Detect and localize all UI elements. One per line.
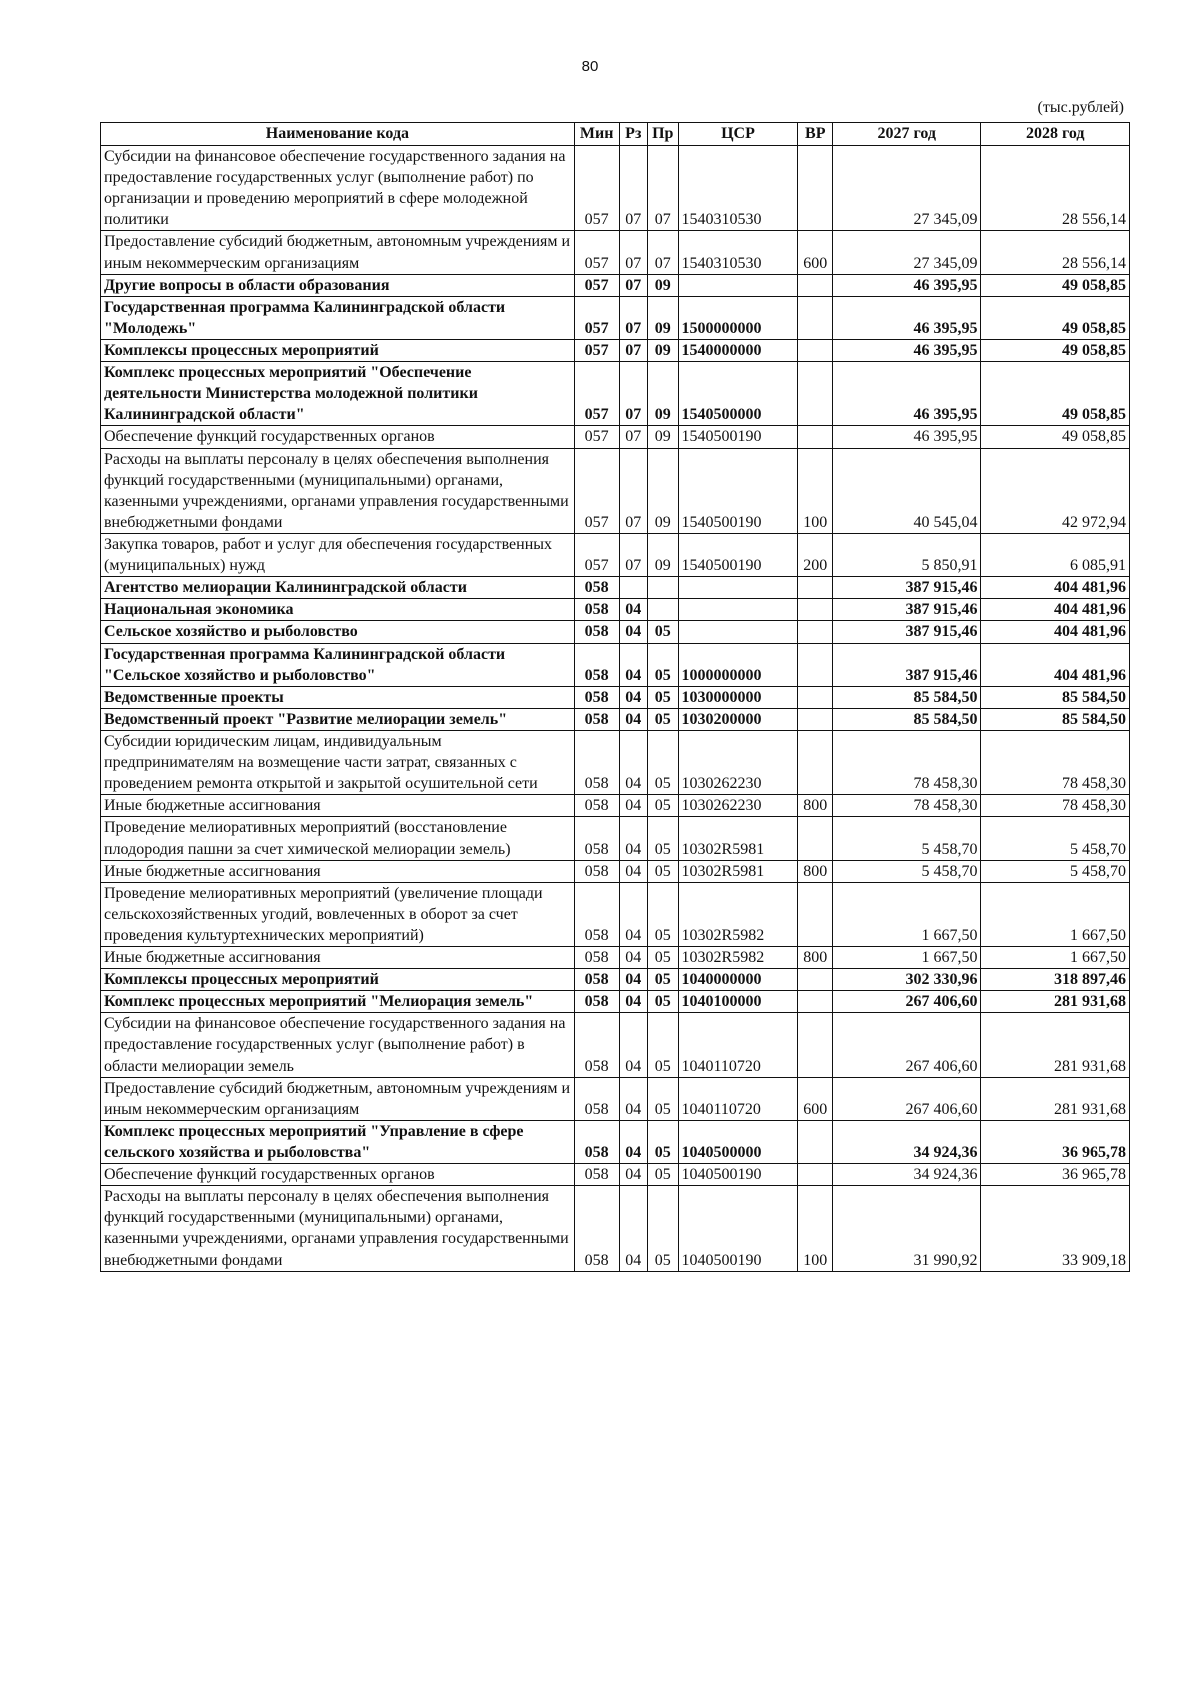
cell-2028: 36 965,78 <box>981 1164 1130 1186</box>
cell-csr: 1030200000 <box>678 708 798 730</box>
cell-csr: 10302R5981 <box>678 817 798 860</box>
header-2028: 2028 год <box>981 123 1130 146</box>
cell-vr <box>798 339 833 361</box>
cell-min: 058 <box>574 991 619 1013</box>
cell-2027: 387 915,46 <box>833 577 981 599</box>
cell-2028: 49 058,85 <box>981 296 1130 339</box>
cell-name: Субсидии на финансовое обеспечение государственного задания на предоставление государственных услуг (выполнение работ) по организации и проведению мероприятий в сфере молодежной политики <box>101 146 575 231</box>
cell-vr: 600 <box>798 1077 833 1120</box>
cell-csr <box>678 274 798 296</box>
cell-vr <box>798 621 833 643</box>
cell-2028: 78 458,30 <box>981 730 1130 794</box>
cell-2028: 85 584,50 <box>981 708 1130 730</box>
cell-min: 057 <box>574 339 619 361</box>
cell-vr: 800 <box>798 860 833 882</box>
cell-name: Комплекс процессных мероприятий "Управление в сфере сельского хозяйства и рыболовства" <box>101 1120 575 1163</box>
table-row <box>101 621 1130 643</box>
cell-csr: 1030262230 <box>678 730 798 794</box>
table-row <box>101 1164 1130 1186</box>
table-header-row <box>101 123 1130 146</box>
cell-csr: 1000000000 <box>678 643 798 686</box>
cell-rz: 04 <box>619 969 647 991</box>
cell-min: 058 <box>574 643 619 686</box>
cell-rz: 04 <box>619 730 647 794</box>
cell-name: Расходы на выплаты персоналу в целях обеспечения выполнения функций государственными (муниципальными) органами, казенными учреждениями, органами управления государственными внебюджетными фондами <box>101 1186 575 1271</box>
cell-2028: 28 556,14 <box>981 231 1130 274</box>
table-row <box>101 1120 1130 1163</box>
cell-min: 057 <box>574 231 619 274</box>
cell-pr: 05 <box>648 1164 679 1186</box>
cell-min: 058 <box>574 860 619 882</box>
cell-rz: 04 <box>619 817 647 860</box>
cell-min: 057 <box>574 448 619 533</box>
table-row <box>101 533 1130 576</box>
cell-2027: 27 345,09 <box>833 146 981 231</box>
cell-min: 057 <box>574 533 619 576</box>
cell-2027: 5 458,70 <box>833 860 981 882</box>
cell-pr: 05 <box>648 947 679 969</box>
cell-2028: 404 481,96 <box>981 577 1130 599</box>
header-2027: 2027 год <box>833 123 981 146</box>
cell-rz: 04 <box>619 882 647 946</box>
cell-rz: 04 <box>619 708 647 730</box>
cell-pr: 05 <box>648 860 679 882</box>
cell-2027: 267 406,60 <box>833 991 981 1013</box>
cell-vr: 800 <box>798 947 833 969</box>
cell-rz: 04 <box>619 599 647 621</box>
cell-pr: 05 <box>648 708 679 730</box>
cell-name: Другие вопросы в области образования <box>101 274 575 296</box>
cell-2027: 387 915,46 <box>833 621 981 643</box>
cell-pr: 05 <box>648 1077 679 1120</box>
cell-csr: 1030262230 <box>678 795 798 817</box>
cell-2028: 281 931,68 <box>981 1077 1130 1120</box>
cell-min: 058 <box>574 1164 619 1186</box>
table-row <box>101 1186 1130 1271</box>
cell-vr <box>798 577 833 599</box>
cell-2028: 49 058,85 <box>981 362 1130 426</box>
cell-pr: 05 <box>648 1186 679 1271</box>
cell-csr: 1040500190 <box>678 1164 798 1186</box>
cell-name: Субсидии юридическим лицам, индивидуальным предпринимателям на возмещение части затрат, связанных с проведением ремонта открытой и закрытой осушительной сети <box>101 730 575 794</box>
cell-pr: 05 <box>648 817 679 860</box>
table-row <box>101 448 1130 533</box>
cell-pr: 05 <box>648 882 679 946</box>
cell-csr: 10302R5981 <box>678 860 798 882</box>
cell-pr: 05 <box>648 643 679 686</box>
cell-vr: 100 <box>798 1186 833 1271</box>
cell-2027: 27 345,09 <box>833 231 981 274</box>
cell-rz: 07 <box>619 533 647 576</box>
cell-name: Государственная программа Калининградской области "Молодежь" <box>101 296 575 339</box>
header-min: Мин <box>574 123 619 146</box>
cell-vr <box>798 426 833 448</box>
table-row <box>101 817 1130 860</box>
cell-2028: 85 584,50 <box>981 686 1130 708</box>
cell-vr <box>798 146 833 231</box>
cell-2028: 49 058,85 <box>981 339 1130 361</box>
cell-name: Расходы на выплаты персоналу в целях обеспечения выполнения функций государственными (муниципальными) органами, казенными учреждениями, органами управления государственными внебюджетными фондами <box>101 448 575 533</box>
cell-2028: 49 058,85 <box>981 426 1130 448</box>
cell-pr: 07 <box>648 231 679 274</box>
cell-name: Комплексы процессных мероприятий <box>101 969 575 991</box>
cell-csr: 1030000000 <box>678 686 798 708</box>
cell-vr <box>798 1120 833 1163</box>
cell-csr <box>678 577 798 599</box>
cell-vr <box>798 274 833 296</box>
cell-rz: 04 <box>619 991 647 1013</box>
table-row <box>101 599 1130 621</box>
cell-2027: 5 458,70 <box>833 817 981 860</box>
cell-2028: 1 667,50 <box>981 947 1130 969</box>
cell-min: 058 <box>574 1013 619 1077</box>
cell-rz: 04 <box>619 860 647 882</box>
cell-vr <box>798 686 833 708</box>
cell-name: Сельское хозяйство и рыболовство <box>101 621 575 643</box>
cell-csr: 1040500000 <box>678 1120 798 1163</box>
cell-2028: 33 909,18 <box>981 1186 1130 1271</box>
cell-min: 057 <box>574 296 619 339</box>
cell-rz: 04 <box>619 1186 647 1271</box>
page-number: 80 <box>581 58 599 75</box>
budget-table <box>100 122 1130 1272</box>
cell-min: 058 <box>574 947 619 969</box>
cell-vr <box>798 1164 833 1186</box>
cell-csr: 1540500190 <box>678 533 798 576</box>
cell-2027: 387 915,46 <box>833 599 981 621</box>
table-row <box>101 882 1130 946</box>
cell-2027: 46 395,95 <box>833 296 981 339</box>
cell-2028: 42 972,94 <box>981 448 1130 533</box>
cell-vr: 200 <box>798 533 833 576</box>
header-name: Наименование кода <box>101 123 575 146</box>
cell-vr: 100 <box>798 448 833 533</box>
cell-2028: 404 481,96 <box>981 621 1130 643</box>
cell-rz: 04 <box>619 643 647 686</box>
cell-min: 058 <box>574 708 619 730</box>
cell-2027: 1 667,50 <box>833 947 981 969</box>
cell-pr <box>648 599 679 621</box>
cell-2028: 404 481,96 <box>981 599 1130 621</box>
cell-pr: 09 <box>648 533 679 576</box>
table-row <box>101 274 1130 296</box>
table-row <box>101 362 1130 426</box>
cell-vr <box>798 1013 833 1077</box>
cell-2027: 5 850,91 <box>833 533 981 576</box>
cell-2028: 318 897,46 <box>981 969 1130 991</box>
cell-pr <box>648 577 679 599</box>
cell-2027: 1 667,50 <box>833 882 981 946</box>
cell-rz: 04 <box>619 1120 647 1163</box>
cell-csr: 1540500000 <box>678 362 798 426</box>
cell-2027: 85 584,50 <box>833 708 981 730</box>
cell-name: Ведомственный проект "Развитие мелиорации земель" <box>101 708 575 730</box>
cell-2027: 34 924,36 <box>833 1164 981 1186</box>
table-row <box>101 947 1130 969</box>
cell-rz: 07 <box>619 296 647 339</box>
table-row <box>101 795 1130 817</box>
cell-vr <box>798 969 833 991</box>
cell-2027: 267 406,60 <box>833 1013 981 1077</box>
table-row <box>101 730 1130 794</box>
cell-min: 057 <box>574 146 619 231</box>
cell-min: 058 <box>574 686 619 708</box>
cell-2027: 46 395,95 <box>833 362 981 426</box>
cell-2028: 281 931,68 <box>981 1013 1130 1077</box>
cell-rz: 07 <box>619 448 647 533</box>
cell-rz: 07 <box>619 146 647 231</box>
table-row <box>101 296 1130 339</box>
cell-2027: 40 545,04 <box>833 448 981 533</box>
cell-name: Агентство мелиорации Калининградской области <box>101 577 575 599</box>
cell-2027: 78 458,30 <box>833 730 981 794</box>
cell-name: Комплексы процессных мероприятий <box>101 339 575 361</box>
cell-name: Субсидии на финансовое обеспечение государственного задания на предоставление государственных услуг (выполнение работ) в области мелиорации земель <box>101 1013 575 1077</box>
cell-2027: 46 395,95 <box>833 339 981 361</box>
cell-rz: 04 <box>619 947 647 969</box>
header-rz: Рз <box>619 123 647 146</box>
cell-vr: 800 <box>798 795 833 817</box>
cell-min: 058 <box>574 969 619 991</box>
cell-min: 058 <box>574 621 619 643</box>
cell-2027: 34 924,36 <box>833 1120 981 1163</box>
table-row <box>101 991 1130 1013</box>
cell-pr: 05 <box>648 1013 679 1077</box>
table-row <box>101 643 1130 686</box>
cell-2028: 5 458,70 <box>981 860 1130 882</box>
cell-min: 058 <box>574 599 619 621</box>
cell-csr: 1040100000 <box>678 991 798 1013</box>
cell-min: 058 <box>574 795 619 817</box>
cell-2028: 78 458,30 <box>981 795 1130 817</box>
cell-2028: 28 556,14 <box>981 146 1130 231</box>
cell-2027: 387 915,46 <box>833 643 981 686</box>
cell-pr: 05 <box>648 621 679 643</box>
cell-name: Государственная программа Калининградской области "Сельское хозяйство и рыболовство" <box>101 643 575 686</box>
cell-vr <box>798 296 833 339</box>
table-row <box>101 686 1130 708</box>
cell-pr: 05 <box>648 991 679 1013</box>
cell-min: 058 <box>574 882 619 946</box>
cell-csr: 1540000000 <box>678 339 798 361</box>
cell-pr: 07 <box>648 146 679 231</box>
cell-2027: 302 330,96 <box>833 969 981 991</box>
cell-pr: 05 <box>648 795 679 817</box>
cell-rz: 07 <box>619 339 647 361</box>
table-row <box>101 1077 1130 1120</box>
table-row <box>101 708 1130 730</box>
units-note: (тыс.рублей) <box>1037 99 1124 116</box>
cell-2028: 49 058,85 <box>981 274 1130 296</box>
cell-pr: 09 <box>648 448 679 533</box>
cell-vr <box>798 991 833 1013</box>
cell-name: Национальная экономика <box>101 599 575 621</box>
cell-2027: 85 584,50 <box>833 686 981 708</box>
cell-name: Предоставление субсидий бюджетным, автономным учреждениям и иным некоммерческим организациям <box>101 1077 575 1120</box>
cell-rz: 04 <box>619 795 647 817</box>
cell-csr <box>678 621 798 643</box>
cell-vr <box>798 643 833 686</box>
table-row <box>101 426 1130 448</box>
cell-rz: 07 <box>619 231 647 274</box>
table-body <box>101 146 1130 1272</box>
table-row <box>101 339 1130 361</box>
cell-min: 058 <box>574 817 619 860</box>
cell-pr: 09 <box>648 339 679 361</box>
table-row <box>101 231 1130 274</box>
cell-csr: 1040110720 <box>678 1077 798 1120</box>
cell-rz: 04 <box>619 1077 647 1120</box>
cell-name: Обеспечение функций государственных органов <box>101 1164 575 1186</box>
cell-pr: 09 <box>648 296 679 339</box>
cell-pr: 09 <box>648 274 679 296</box>
cell-name: Предоставление субсидий бюджетным, автономным учреждениям и иным некоммерческим организациям <box>101 231 575 274</box>
cell-min: 058 <box>574 1077 619 1120</box>
cell-2028: 36 965,78 <box>981 1120 1130 1163</box>
cell-csr: 1540310530 <box>678 146 798 231</box>
cell-rz: 07 <box>619 362 647 426</box>
cell-csr: 1500000000 <box>678 296 798 339</box>
cell-name: Проведение мелиоративных мероприятий (восстановление плодородия пашни за счет химической мелиорации земель) <box>101 817 575 860</box>
cell-rz <box>619 577 647 599</box>
cell-pr: 05 <box>648 730 679 794</box>
cell-vr <box>798 882 833 946</box>
cell-pr: 09 <box>648 426 679 448</box>
cell-min: 058 <box>574 1186 619 1271</box>
cell-name: Комплекс процессных мероприятий "Мелиорация земель" <box>101 991 575 1013</box>
table-row <box>101 1013 1130 1077</box>
cell-vr <box>798 362 833 426</box>
cell-min: 057 <box>574 362 619 426</box>
cell-rz: 07 <box>619 426 647 448</box>
cell-csr: 1540500190 <box>678 426 798 448</box>
cell-name: Закупка товаров, работ и услуг для обеспечения государственных (муниципальных) нужд <box>101 533 575 576</box>
cell-csr: 1540310530 <box>678 231 798 274</box>
cell-name: Ведомственные проекты <box>101 686 575 708</box>
cell-csr <box>678 599 798 621</box>
cell-pr: 05 <box>648 686 679 708</box>
header-csr: ЦСР <box>678 123 798 146</box>
cell-vr <box>798 730 833 794</box>
cell-rz: 07 <box>619 274 647 296</box>
cell-2027: 46 395,95 <box>833 274 981 296</box>
cell-csr: 1040110720 <box>678 1013 798 1077</box>
cell-min: 057 <box>574 426 619 448</box>
cell-name: Иные бюджетные ассигнования <box>101 795 575 817</box>
cell-2027: 267 406,60 <box>833 1077 981 1120</box>
cell-pr: 05 <box>648 969 679 991</box>
cell-rz: 04 <box>619 686 647 708</box>
table-row <box>101 860 1130 882</box>
cell-name: Проведение мелиоративных мероприятий (увеличение площади сельскохозяйственных угодий, вовлеченных в оборот за счет проведения культуртехнических мероприятий) <box>101 882 575 946</box>
cell-2027: 31 990,92 <box>833 1186 981 1271</box>
cell-2028: 6 085,91 <box>981 533 1130 576</box>
cell-2028: 1 667,50 <box>981 882 1130 946</box>
cell-name: Комплекс процессных мероприятий "Обеспечение деятельности Министерства молодежной политики Калининградской области" <box>101 362 575 426</box>
cell-2028: 281 931,68 <box>981 991 1130 1013</box>
cell-csr: 1040000000 <box>678 969 798 991</box>
cell-2028: 5 458,70 <box>981 817 1130 860</box>
cell-name: Иные бюджетные ассигнования <box>101 947 575 969</box>
cell-vr <box>798 708 833 730</box>
table-row <box>101 969 1130 991</box>
table-row <box>101 146 1130 231</box>
header-vr: ВР <box>798 123 833 146</box>
cell-2028: 404 481,96 <box>981 643 1130 686</box>
cell-2027: 46 395,95 <box>833 426 981 448</box>
cell-2027: 78 458,30 <box>833 795 981 817</box>
cell-pr: 05 <box>648 1120 679 1163</box>
cell-csr: 10302R5982 <box>678 947 798 969</box>
cell-vr <box>798 817 833 860</box>
table-row <box>101 577 1130 599</box>
cell-rz: 04 <box>619 1164 647 1186</box>
header-pr: Пр <box>648 123 679 146</box>
cell-min: 058 <box>574 577 619 599</box>
cell-pr: 09 <box>648 362 679 426</box>
cell-name: Иные бюджетные ассигнования <box>101 860 575 882</box>
cell-name: Обеспечение функций государственных органов <box>101 426 575 448</box>
cell-rz: 04 <box>619 621 647 643</box>
cell-min: 058 <box>574 1120 619 1163</box>
cell-min: 057 <box>574 274 619 296</box>
cell-rz: 04 <box>619 1013 647 1077</box>
cell-csr: 1040500190 <box>678 1186 798 1271</box>
cell-vr <box>798 599 833 621</box>
cell-vr: 600 <box>798 231 833 274</box>
cell-csr: 1540500190 <box>678 448 798 533</box>
cell-csr: 10302R5982 <box>678 882 798 946</box>
cell-min: 058 <box>574 730 619 794</box>
